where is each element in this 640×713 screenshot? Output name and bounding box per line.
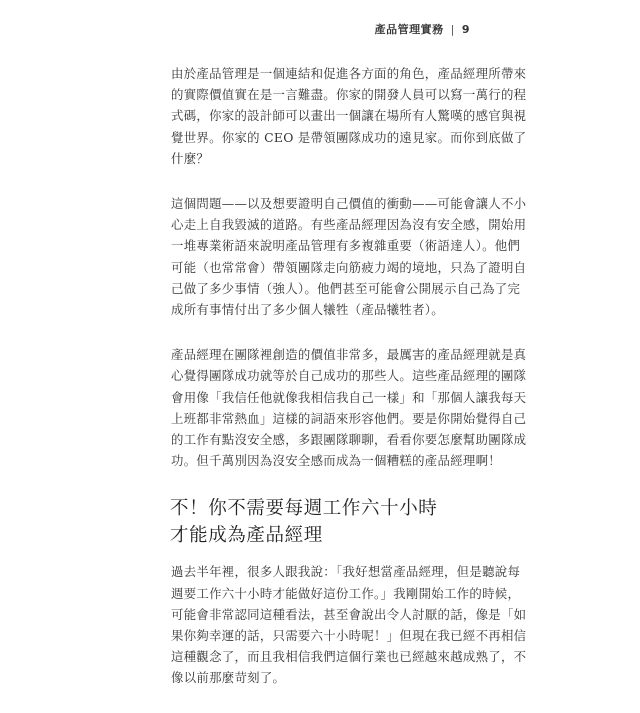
text-line: 可能（也常常會）帶領團隊走向筋疲力竭的境地，只為了證明自 <box>171 259 527 275</box>
section-heading <box>170 495 471 549</box>
text-line: 產品經理在團隊裡創造的價值非常多，最厲害的產品經理就是真 <box>171 347 527 363</box>
text-line: 己做了多少事情（強人）。他們甚至可能會公開展示自己為了完 <box>171 280 521 296</box>
heading-line: 才能成為產品經理 <box>170 525 323 547</box>
text-line: 週要工作六十小時才能做好這份工作。」我剛開始工作的時候， <box>171 585 521 601</box>
paragraph-1 <box>171 63 527 169</box>
heading-line: 不！你不需要每週工作六十小時 <box>170 498 438 520</box>
text-line: 的工作有點沒安全感，多跟團隊聊聊，看看你要怎麼幫助團隊成 <box>171 432 527 448</box>
text-line: 覺世界。你家的 CEO 是帶領團隊成功的遠見家。而你到底做了 <box>171 129 527 145</box>
text-line: 由於產品管理是一個連結和促進各方面的角色，產品經理所帶來 <box>171 66 527 81</box>
text-line: 心覺得團隊成功就等於自己成功的那些人。這些產品經理的團隊 <box>171 368 527 384</box>
text-line: 這種觀念了，而且我相信我們這個行業也已經越來越成熟了，不 <box>171 649 527 665</box>
text-line: 心走上自我毀滅的道路。有些產品經理因為沒有安全感，開始用 <box>171 217 527 233</box>
text-line: 可能會非常認同這種看法，甚至會說出令人討厭的話，像是「如 <box>171 606 527 622</box>
text-line: 一堆專業術語來說明產品管理有多複雜重要（術語達人）。他們 <box>171 238 521 254</box>
text-line: 成所有事情付出了多少個人犧牲（產品犧牲者）。 <box>171 302 444 318</box>
text-line: 會用像「我信任他就像我相信我自己一樣」和「那個人讓我每天 <box>171 389 527 405</box>
text-line: 式碼，你家的設計師可以畫出一個讓在場所有人驚嘆的感官與視 <box>171 108 527 124</box>
text-line: 這個問題——以及想要證明自己價值的衝動——可能會讓人不小 <box>171 196 527 212</box>
page-number: 9 <box>461 23 470 36</box>
text-line: 的實際價值實在是一言難盡。你家的開發人員可以寫一萬行的程 <box>171 87 527 103</box>
section-paragraph-1 <box>171 561 527 688</box>
header-separator: | <box>450 23 455 36</box>
paragraph-2 <box>171 193 527 320</box>
text-line: 什麼？ <box>171 150 210 166</box>
chapter-title: 產品管理實務 <box>374 23 444 36</box>
running-header <box>375 21 470 37</box>
text-line: 果你夠幸運的話，只需要六十小時呢！」但現在我已經不再相信 <box>171 628 527 644</box>
paragraph-3 <box>171 344 527 471</box>
text-line: 像以前那麼苛刻了。 <box>171 670 286 686</box>
text-line: 功。但千萬別因為沒安全感而成為一個糟糕的產品經理啊！ <box>171 453 501 469</box>
text-line: 上班都非常熱血」這樣的詞語來形容他們。要是你開始覺得自己 <box>171 410 527 426</box>
page-body <box>170 63 527 713</box>
text-line: 過去半年裡，很多人跟我說：「我好想當產品經理，但是聽說每 <box>171 564 521 580</box>
